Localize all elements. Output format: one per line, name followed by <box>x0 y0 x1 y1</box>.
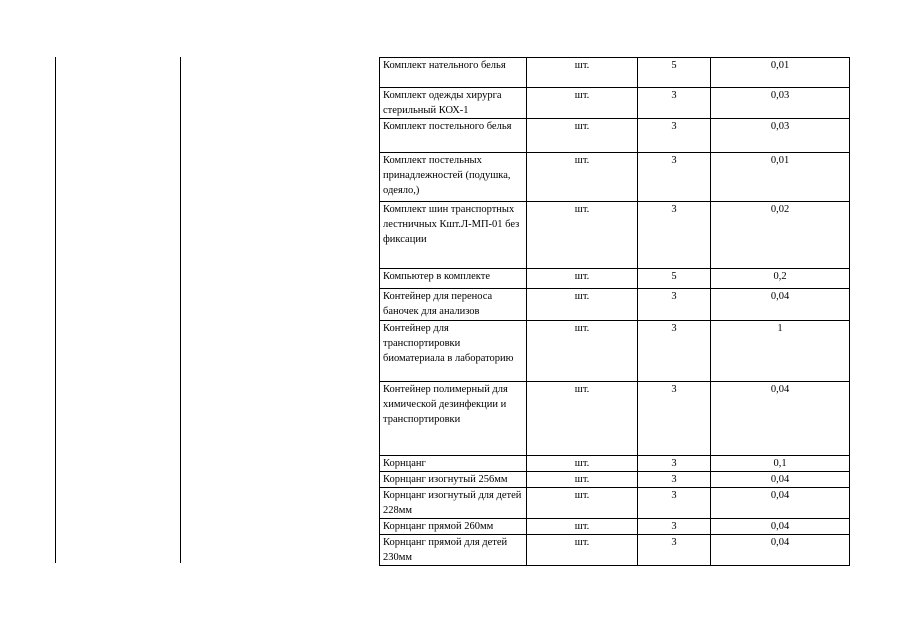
item-value: 0,04 <box>711 382 850 456</box>
table-row <box>380 535 850 566</box>
item-name: Комплект нательного белья <box>380 58 527 88</box>
item-name: Корнцанг изогнутый для детей 228мм <box>380 488 527 519</box>
left-column-border <box>55 57 56 563</box>
item-unit: шт. <box>527 519 638 535</box>
table-row <box>380 456 850 472</box>
table-row <box>380 472 850 488</box>
table-row <box>380 202 850 269</box>
item-name: Корнцанг <box>380 456 527 472</box>
item-unit: шт. <box>527 535 638 566</box>
item-value: 0,02 <box>711 202 850 269</box>
item-name: Комплект шин транспортных лестничных Кшт.Л-МП-01 без фиксации <box>380 202 527 269</box>
table-row <box>380 382 850 456</box>
table-row <box>380 153 850 202</box>
item-quantity: 3 <box>638 519 711 535</box>
item-name: Комплект постельных принадлежностей (подушка, одеяло,) <box>380 153 527 202</box>
middle-column-border <box>180 57 181 563</box>
item-unit: шт. <box>527 321 638 382</box>
item-value: 0,1 <box>711 456 850 472</box>
item-name: Корнцанг прямой 260мм <box>380 519 527 535</box>
item-quantity: 3 <box>638 88 711 119</box>
item-value: 0,04 <box>711 535 850 566</box>
item-value: 0,04 <box>711 472 850 488</box>
item-name: Контейнер полимерный для химической дезинфекции и транспортировки <box>380 382 527 456</box>
item-name: Корнцанг прямой для детей 230мм <box>380 535 527 566</box>
item-value: 1 <box>711 321 850 382</box>
item-unit: шт. <box>527 269 638 289</box>
item-value: 0,04 <box>711 289 850 321</box>
table-row <box>380 119 850 153</box>
item-quantity: 3 <box>638 488 711 519</box>
item-name: Компьютер в комплекте <box>380 269 527 289</box>
item-quantity: 3 <box>638 119 711 153</box>
item-unit: шт. <box>527 472 638 488</box>
table-row <box>380 88 850 119</box>
item-unit: шт. <box>527 456 638 472</box>
item-unit: шт. <box>527 289 638 321</box>
item-quantity: 3 <box>638 321 711 382</box>
item-quantity: 3 <box>638 289 711 321</box>
item-quantity: 3 <box>638 153 711 202</box>
item-name: Комплект одежды хирурга стерильный КОХ-1 <box>380 88 527 119</box>
item-quantity: 3 <box>638 382 711 456</box>
table-row <box>380 321 850 382</box>
item-unit: шт. <box>527 88 638 119</box>
table-row <box>380 289 850 321</box>
item-quantity: 5 <box>638 58 711 88</box>
item-name: Комплект постельного белья <box>380 119 527 153</box>
item-value: 0,04 <box>711 488 850 519</box>
item-unit: шт. <box>527 58 638 88</box>
table-row <box>380 519 850 535</box>
item-value: 0,03 <box>711 88 850 119</box>
item-value: 0,01 <box>711 153 850 202</box>
item-name: Корнцанг изогнутый 256мм <box>380 472 527 488</box>
item-name: Контейнер для транспортировки биоматериала в лабораторию <box>380 321 527 382</box>
item-unit: шт. <box>527 119 638 153</box>
item-quantity: 5 <box>638 269 711 289</box>
table-row <box>380 58 850 88</box>
item-value: 0,2 <box>711 269 850 289</box>
item-quantity: 3 <box>638 535 711 566</box>
item-unit: шт. <box>527 382 638 456</box>
item-quantity: 3 <box>638 456 711 472</box>
item-name: Контейнер для переноса баночек для анализов <box>380 289 527 321</box>
table-row <box>380 269 850 289</box>
item-value: 0,04 <box>711 519 850 535</box>
item-value: 0,03 <box>711 119 850 153</box>
item-quantity: 3 <box>638 472 711 488</box>
equipment-table <box>379 57 850 566</box>
item-unit: шт. <box>527 488 638 519</box>
item-value: 0,01 <box>711 58 850 88</box>
item-quantity: 3 <box>638 202 711 269</box>
item-unit: шт. <box>527 153 638 202</box>
item-unit: шт. <box>527 202 638 269</box>
table-row <box>380 488 850 519</box>
